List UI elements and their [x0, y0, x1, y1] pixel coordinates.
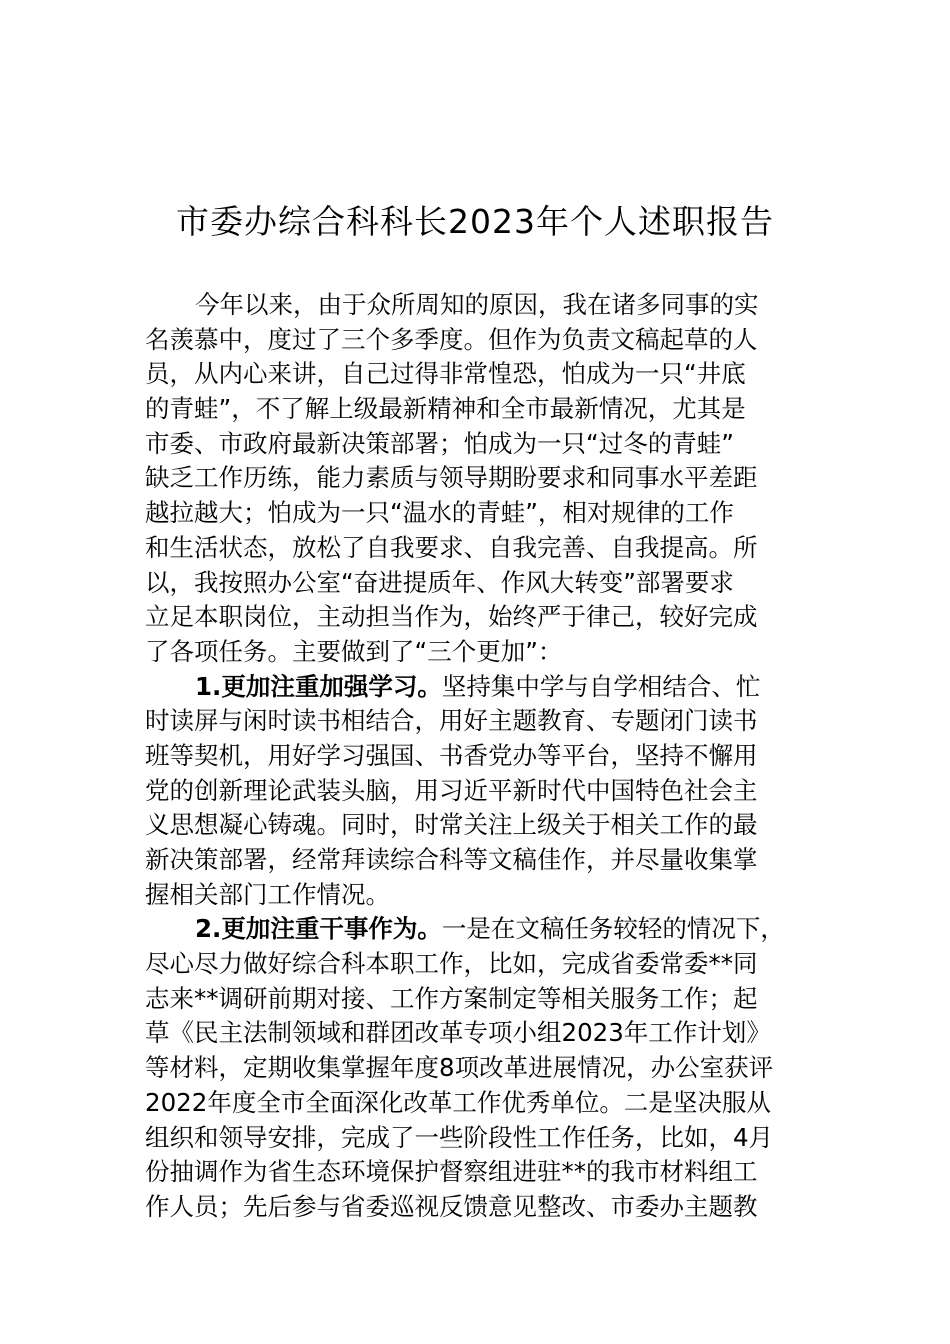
- document-body: [145, 288, 845, 1225]
- text-line: [145, 496, 845, 531]
- line-text: 了各项任务。主要做到了“三个更加”：: [145, 636, 563, 666]
- line-text: 缺乏工作历练，能力素质与领导期盼要求和同事水平差距: [145, 463, 758, 493]
- line-text: 坚持集中学与自学相结合、忙: [441, 671, 761, 701]
- text-line: [145, 947, 845, 982]
- line-text: 今年以来，由于众所周知的原因，我在诸多同事的实: [195, 290, 759, 319]
- line-text: 市委、市政府最新决策部署；怕成为一只“过冬的青蛙”: [145, 428, 734, 458]
- line-text: 和生活状态，放松了自我要求、自我完善、自我提高。所: [145, 532, 758, 562]
- text-line: [145, 531, 845, 566]
- line-text: 握相关部门工作情况。: [145, 879, 390, 909]
- text-line: [145, 635, 845, 670]
- text-line: [145, 566, 845, 601]
- text-line: [145, 808, 845, 843]
- text-line: [145, 774, 845, 809]
- text-line: [145, 843, 845, 878]
- text-line: [145, 1016, 845, 1051]
- text-line: [145, 427, 845, 462]
- line-text: 一是在文稿任务较轻的情况下，: [441, 914, 785, 944]
- text-line: [145, 704, 845, 739]
- line-text: 尽心尽力做好综合科本职工作，比如，完成省委常委**同: [145, 949, 758, 979]
- text-line: [145, 1086, 845, 1121]
- text-line: [145, 1190, 845, 1225]
- text-line: [145, 912, 845, 947]
- section-heading: 2.更加注重干事作为。: [195, 914, 442, 944]
- line-text: 党的创新理论武装头脑，用习近平新时代中国特色社会主: [145, 775, 758, 805]
- document-title: 市委办综合科科长2023年个人述职报告: [176, 202, 774, 241]
- line-text: 员，从内心来讲，自己过得非常惶恐，怕成为一只“井底: [145, 359, 746, 389]
- line-text: 名羡慕中，度过了三个多季度。但作为负责文稿起草的人: [145, 324, 758, 354]
- line-text: 2022年度全市全面深化改革工作优秀单位。二是坚决服从: [145, 1087, 771, 1117]
- text-line: [145, 357, 845, 392]
- line-text: 立足本职岗位，主动担当作为，始终严于律己，较好完成: [145, 602, 758, 632]
- text-line: [145, 670, 845, 705]
- section-heading: 1.更加注重加强学习。: [195, 671, 442, 701]
- text-line: [145, 1155, 845, 1190]
- text-line: [145, 461, 845, 496]
- line-text: 的青蛙”，不了解上级最新精神和全市最新情况，尤其是: [145, 394, 746, 424]
- text-line: [145, 878, 845, 913]
- line-text: 组织和领导安排，完成了一些阶段性工作任务，比如，4月: [145, 1122, 774, 1152]
- line-text: 份抽调作为省生态环境保护督察组进驻**的我市材料组工: [145, 1157, 758, 1187]
- line-text: 越拉越大；怕成为一只“温水的青蛙”，相对规律的工作: [145, 498, 734, 528]
- text-line: [145, 1121, 845, 1156]
- text-line: [145, 323, 845, 358]
- line-text: 义思想凝心铸魂。同时，时常关注上级关于相关工作的最: [145, 810, 758, 840]
- text-line: [145, 600, 845, 635]
- line-text: 班等契机，用好学习强国、书香党办等平台，坚持不懈用: [145, 740, 758, 770]
- line-text: 等材料，定期收集掌握年度8项改革进展情况，办公室获评: [145, 1053, 774, 1083]
- line-text: 草《民主法制领域和群团改革专项小组2023年工作计划》: [145, 1018, 771, 1048]
- text-line: [145, 982, 845, 1017]
- line-text: 志来**调研前期对接、工作方案制定等相关服务工作；起: [145, 983, 758, 1013]
- line-text: 以，我按照办公室“奋进提质年、作风大转变”部署要求: [145, 567, 734, 597]
- line-text: 新决策部署，经常拜读综合科等文稿佳作，并尽量收集掌: [145, 845, 758, 874]
- text-line: [145, 392, 845, 427]
- text-line: [145, 739, 845, 774]
- line-text: 作人员；先后参与省委巡视反馈意见整改、市委办主题教: [145, 1191, 758, 1221]
- text-line: [145, 288, 845, 323]
- line-text: 时读屏与闲时读书相结合，用好主题教育、专题闭门读书: [145, 706, 758, 736]
- text-line: [145, 1051, 845, 1086]
